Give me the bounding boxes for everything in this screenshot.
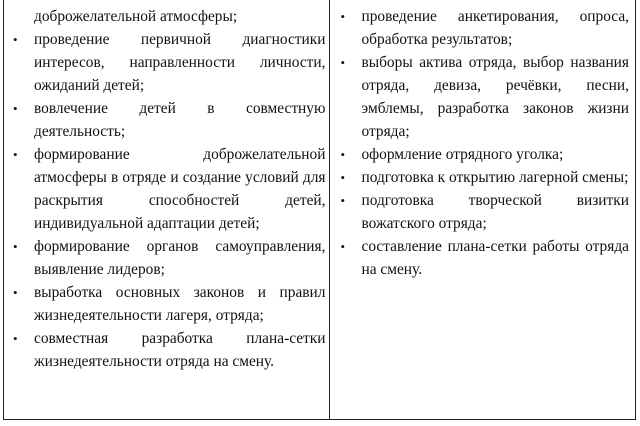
bullet-icon: • <box>13 285 18 300</box>
list-item <box>330 5 635 51</box>
bullet-icon: • <box>340 239 346 254</box>
list-item-text: проведение анкетирования, опроса, обработка результатов; <box>361 8 629 48</box>
list-item <box>4 143 329 235</box>
list-item-text: проведение первичной диагностики интересов, направленности личности, ожиданий детей; <box>34 31 326 94</box>
list-item-text: выборы актива отряда, выбор названия отряда, девиза, речёвки, песни, эмблемы, разработка законов жизни отряда; <box>361 54 629 140</box>
list-item <box>4 235 329 281</box>
list-item-text: оформление отрядного уголка; <box>361 146 564 163</box>
right-column <box>330 0 635 419</box>
left-column <box>4 0 330 419</box>
list-item <box>4 281 329 327</box>
list-item <box>330 143 635 166</box>
bullet-icon: • <box>13 331 18 346</box>
bullet-icon: • <box>13 239 18 254</box>
bullet-icon: • <box>13 147 18 162</box>
list-item <box>330 235 635 281</box>
bullet-icon: • <box>340 147 346 162</box>
list-item-text: формирование доброжелательной атмосферы в отряде и создание условий для раскрытия способностей детей, индивидуальной адаптации детей; <box>34 146 326 232</box>
list-item <box>4 28 329 97</box>
list-item-text: подготовка к открытию лагерной смены; <box>361 169 629 186</box>
right-list <box>330 5 635 281</box>
list-item <box>4 97 329 143</box>
bullet-icon: • <box>340 9 346 24</box>
list-item-text: формирование органов самоуправления, выявление лидеров; <box>34 238 326 278</box>
list-item-text: вовлечение детей в совместную деятельность; <box>34 100 326 140</box>
list-item <box>330 189 635 235</box>
list-item <box>330 51 635 143</box>
list-item <box>4 327 329 373</box>
bullet-icon: • <box>13 32 18 47</box>
activities-table <box>3 0 636 420</box>
list-item-text: совместная разработка плана-сетки жизнедеятельности отряда на смену. <box>34 330 326 370</box>
list-item-text: составление плана-сетки работы отряда на смену. <box>361 238 629 278</box>
list-item <box>330 166 635 189</box>
left-list <box>4 28 329 373</box>
bullet-icon: • <box>340 170 346 185</box>
bullet-icon: • <box>340 55 346 70</box>
left-continuation-text: доброжелательной атмосферы; <box>34 8 238 25</box>
bullet-icon: • <box>13 101 18 116</box>
bullet-icon: • <box>340 193 346 208</box>
list-item-text: подготовка творческой визитки вожатского отряда; <box>361 192 629 232</box>
list-item-text: выработка основных законов и правил жизнедеятельности лагеря, отряда; <box>34 284 326 324</box>
